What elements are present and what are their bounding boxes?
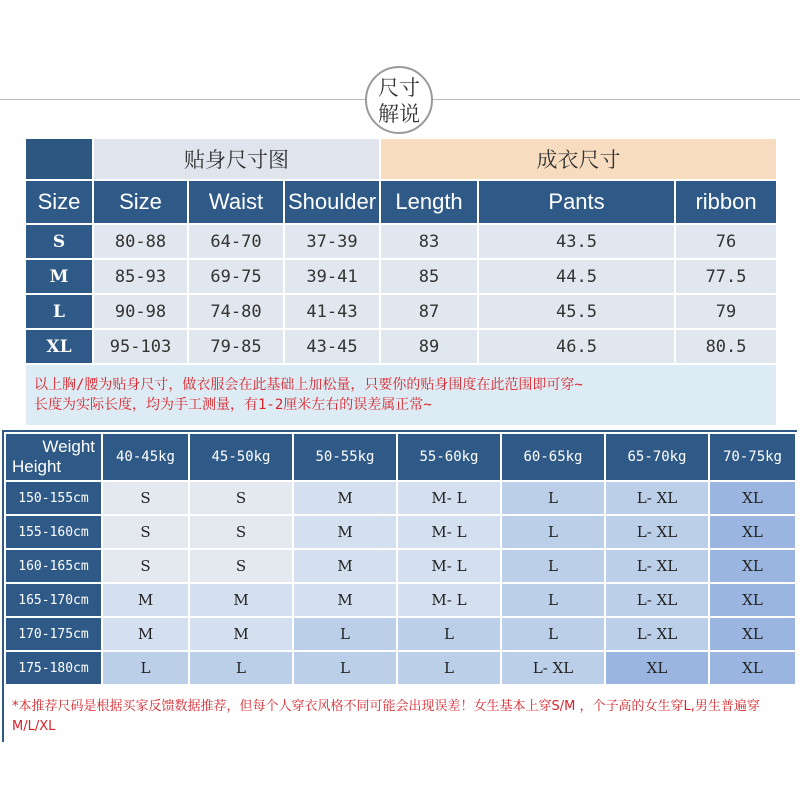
size-cell: L- XL xyxy=(605,515,709,549)
weight-header: 60-65kg xyxy=(501,433,605,481)
size-cell: L- XL xyxy=(501,651,605,685)
table-cell: 76 xyxy=(675,224,777,259)
col-header-length: Length xyxy=(380,180,478,224)
table-cell: 95-103 xyxy=(93,329,188,364)
size-cell: S xyxy=(189,515,293,549)
table-row xyxy=(5,617,796,651)
recommendation-note: *本推荐尺码是根据买家反馈数据推荐，但每个人穿衣风格不同可能会出现误差！女生基本上穿S/M ，个子高的女生穿L,男生普遍穿M/L/XL xyxy=(5,685,796,749)
table-row xyxy=(5,583,796,617)
table-cell: 80-88 xyxy=(93,224,188,259)
size-cell: M xyxy=(189,583,293,617)
table-cell: 87 xyxy=(380,294,478,329)
size-cell: L xyxy=(189,651,293,685)
size-label: M xyxy=(25,259,93,294)
size-cell: M xyxy=(102,617,189,651)
table-cell: 43.5 xyxy=(478,224,675,259)
size-label: S xyxy=(25,224,93,259)
size-cell: XL xyxy=(709,617,796,651)
weight-axis-label: Weight xyxy=(42,437,95,456)
size-cell: XL xyxy=(709,651,796,685)
height-header: 170-175cm xyxy=(5,617,102,651)
table-cell: 85 xyxy=(380,259,478,294)
table-cell: 79-85 xyxy=(188,329,284,364)
size-cell: L xyxy=(293,617,397,651)
weight-header: 45-50kg xyxy=(189,433,293,481)
size-cell: L xyxy=(293,651,397,685)
measurement-note xyxy=(25,364,777,426)
size-cell: M- L xyxy=(397,583,501,617)
size-cell: L xyxy=(397,617,501,651)
table-cell: 46.5 xyxy=(478,329,675,364)
size-cell: M xyxy=(293,481,397,515)
size-cell: S xyxy=(102,549,189,583)
height-header: 150-155cm xyxy=(5,481,102,515)
size-cell: L xyxy=(501,515,605,549)
table-cell: 37-39 xyxy=(284,224,380,259)
col-header-bust: Size xyxy=(93,180,188,224)
col-header-pants: Pants xyxy=(478,180,675,224)
table-cell: 89 xyxy=(380,329,478,364)
header-blank xyxy=(25,138,93,180)
measurement-table xyxy=(24,137,778,427)
size-cell: S xyxy=(189,481,293,515)
size-cell: L xyxy=(501,617,605,651)
size-cell: L- XL xyxy=(605,481,709,515)
table-row xyxy=(25,224,777,259)
table-row xyxy=(25,294,777,329)
size-label: XL xyxy=(25,329,93,364)
size-cell: XL xyxy=(709,515,796,549)
size-cell: M xyxy=(102,583,189,617)
column-header-row xyxy=(25,180,777,224)
weight-header-row xyxy=(5,433,796,481)
badge-line-1: 尺寸 xyxy=(378,76,420,100)
weight-header: 50-55kg xyxy=(293,433,397,481)
note-line-2: 长度为实际长度，均为手工测量，有1-2厘米左右的误差属正常~ xyxy=(34,397,432,413)
table-cell: 45.5 xyxy=(478,294,675,329)
table-cell: 83 xyxy=(380,224,478,259)
size-cell: XL xyxy=(605,651,709,685)
badge-line-2: 解说 xyxy=(378,102,420,126)
weight-header: 70-75kg xyxy=(709,433,796,481)
table-cell: 39-41 xyxy=(284,259,380,294)
height-header: 175-180cm xyxy=(5,651,102,685)
weight-height-corner xyxy=(5,433,102,481)
table-row xyxy=(5,515,796,549)
col-header-waist: Waist xyxy=(188,180,284,224)
size-cell: M xyxy=(189,617,293,651)
size-cell: L- XL xyxy=(605,583,709,617)
size-cell: S xyxy=(102,481,189,515)
note-line-1: 以上胸/腰为贴身尺寸，做衣服会在此基础上加松量，只要你的贴身围度在此范围即可穿~ xyxy=(34,377,583,393)
size-cell: M- L xyxy=(397,515,501,549)
table-row xyxy=(25,259,777,294)
size-cell: XL xyxy=(709,481,796,515)
size-cell: M xyxy=(293,583,397,617)
size-cell: L xyxy=(397,651,501,685)
height-header: 165-170cm xyxy=(5,583,102,617)
height-header: 160-165cm xyxy=(5,549,102,583)
table-row xyxy=(5,481,796,515)
table-cell: 44.5 xyxy=(478,259,675,294)
weight-header: 65-70kg xyxy=(605,433,709,481)
size-label: L xyxy=(25,294,93,329)
size-guide-badge xyxy=(365,66,433,134)
weight-header: 40-45kg xyxy=(102,433,189,481)
size-cell: L xyxy=(102,651,189,685)
height-axis-label: Height xyxy=(12,457,62,476)
size-cell: M- L xyxy=(397,549,501,583)
table-row xyxy=(25,329,777,364)
size-cell: XL xyxy=(709,549,796,583)
table-cell: 74-80 xyxy=(188,294,284,329)
table-cell: 77.5 xyxy=(675,259,777,294)
size-cell: M xyxy=(293,515,397,549)
table-row xyxy=(5,549,796,583)
table-cell: 41-43 xyxy=(284,294,380,329)
table-row xyxy=(5,651,796,685)
size-cell: L xyxy=(501,549,605,583)
col-header-size-label: Size xyxy=(25,180,93,224)
size-cell: S xyxy=(102,515,189,549)
size-cell: L- XL xyxy=(605,549,709,583)
size-cell: L xyxy=(501,481,605,515)
height-header: 155-160cm xyxy=(5,515,102,549)
table-cell: 69-75 xyxy=(188,259,284,294)
body-size-group-header: 贴身尺寸图 xyxy=(93,138,380,180)
size-cell: S xyxy=(189,549,293,583)
weight-header: 55-60kg xyxy=(397,433,501,481)
size-recommendation-table xyxy=(4,432,797,750)
size-cell: L- XL xyxy=(605,617,709,651)
table-cell: 90-98 xyxy=(93,294,188,329)
table-cell: 79 xyxy=(675,294,777,329)
size-cell: L xyxy=(501,583,605,617)
size-cell: M xyxy=(293,549,397,583)
table-cell: 43-45 xyxy=(284,329,380,364)
table-cell: 85-93 xyxy=(93,259,188,294)
col-header-shoulder: Shoulder xyxy=(284,180,380,224)
table-cell: 80.5 xyxy=(675,329,777,364)
table-cell: 64-70 xyxy=(188,224,284,259)
size-cell: XL xyxy=(709,583,796,617)
garment-size-group-header: 成衣尺寸 xyxy=(380,138,777,180)
col-header-ribbon: ribbon xyxy=(675,180,777,224)
size-cell: M- L xyxy=(397,481,501,515)
